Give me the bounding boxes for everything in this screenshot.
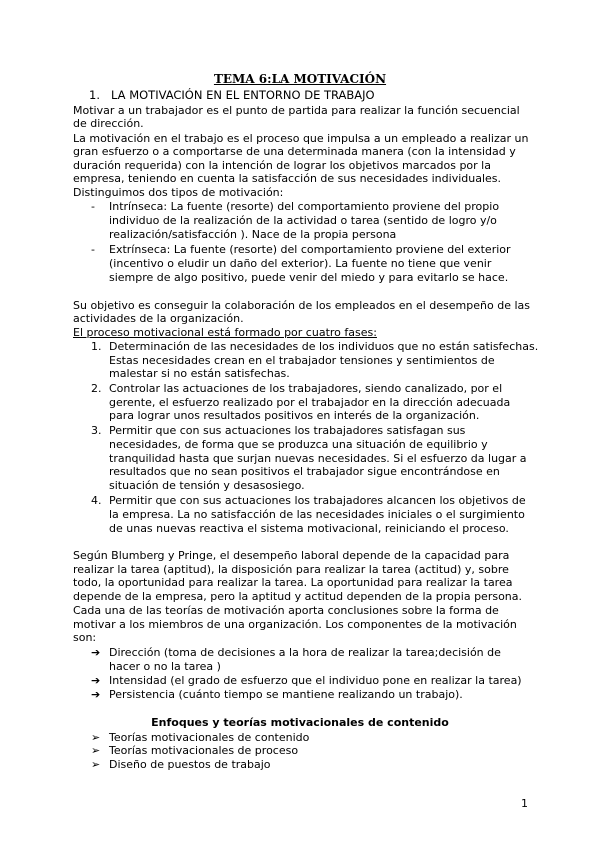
arrowhead-bullet-icon: ➢	[91, 731, 101, 744]
list-item-line: realización/satisfacción ). Nace de la propia persona	[109, 228, 397, 241]
list-item-line: Determinación de las necesidades de los individuos que no están satisfechas.	[109, 340, 539, 353]
list-item-line: Estas necesidades crean en el trabajador tensiones y sentimientos de	[109, 354, 495, 367]
subheading: Enfoques y teorías motivacionales de contenido	[151, 716, 449, 729]
arrow-bullet-icon: ➔	[91, 674, 101, 687]
list-item-line: situación de tensión y desasosiego.	[109, 479, 305, 492]
intro-line: Distinguimos dos tipos de motivación:	[73, 186, 284, 199]
paragraph-line: depende de la empresa, pero la aptitud y actitud dependen de la propia persona.	[73, 590, 523, 603]
list-bullet: -	[91, 243, 95, 256]
list-bullet: -	[91, 200, 95, 213]
intro-line: La motivación en el trabajo es el proceso que impulsa a un empleado a realizar un	[73, 132, 529, 145]
list-item-line: la empresa. La no satisfacción de las necesidades iniciales o el surgimiento	[109, 508, 525, 521]
list-item-label: Teorías motivacionales de proceso	[109, 744, 299, 757]
list-item-line: siempre de algo positivo, puede venir del miedo y para evitarlo se hace.	[109, 271, 509, 284]
list-item-label: Diseño de puestos de trabajo	[109, 758, 271, 771]
arrowhead-bullet-icon: ➢	[91, 744, 101, 757]
page-number: 1	[521, 797, 528, 810]
paragraph-line: son:	[73, 631, 97, 644]
list-item-line: Intensidad (el grado de esfuerzo que el individuo pone en realizar la tarea)	[109, 674, 522, 687]
page-title: TEMA 6:LA MOTIVACIÓN	[213, 72, 387, 86]
section-number: 1.	[89, 88, 100, 102]
list-item-line: Intrínseca: La fuente (resorte) del comportamiento proviene del propio	[109, 200, 500, 213]
list-item-line: necesidades, de forma que se produzca una situación de equilibrio y	[109, 438, 488, 451]
objective-line: actividades de la organización.	[73, 312, 244, 325]
list-item-line: Extrínseca: La fuente (resorte) del comportamiento proviene del exterior	[109, 243, 511, 256]
list-item-line: tranquilidad hasta que surjan nuevas necesidades. Si el esfuerzo da lugar a	[109, 452, 527, 465]
list-number: 2.	[91, 382, 102, 395]
list-number: 1.	[91, 340, 102, 353]
intro-line: gran esfuerzo o a comportarse de una determinada manera (con la intensidad y	[73, 145, 516, 158]
arrow-bullet-icon: ➔	[91, 646, 101, 659]
list-item-line: individuo de la realización de la actividad o tarea (sentido de logro y/o	[109, 214, 497, 227]
list-item-line: Dirección (toma de decisiones a la hora de realizar la tarea;decisión de	[109, 646, 501, 659]
list-item-line: Controlar las actuaciones de los trabajadores, siendo canalizado, por el	[109, 382, 503, 395]
paragraph-line: Cada una de las teorías de motivación aporta conclusiones sobre la forma de	[73, 604, 499, 617]
intro-line: empresa, teniendo en cuenta la satisfacción de sus necesidades individuales.	[73, 172, 502, 185]
arrowhead-bullet-icon: ➢	[91, 758, 101, 771]
paragraph-line: Según Blumberg y Pringe, el desempeño laboral depende de la capacidad para	[73, 549, 510, 562]
paragraph-line: motivar a los miembros de una organización. Los componentes de la motivación	[73, 618, 517, 631]
objective-line: Su objetivo es conseguir la colaboración de los empleados en el desempeño de las	[73, 299, 530, 312]
list-number: 3.	[91, 424, 102, 437]
list-item-line: para lograr unos resultados positivos en interés de la organización.	[109, 409, 480, 422]
list-item-line: Persistencia (cuánto tiempo se mantiene realizando un trabajo).	[109, 688, 463, 701]
list-item-line: Permitir que con sus actuaciones los trabajadores alcancen los objetivos de	[109, 494, 526, 507]
list-item-line: malestar si no están satisfechas.	[109, 367, 290, 380]
list-item-line: hacer o no la tarea )	[109, 660, 221, 673]
intro-line: duración requerida) con la intención de lograr los objetivos marcados por la	[73, 159, 491, 172]
list-item-line: Permitir que con sus actuaciones los trabajadores satisfagan sus	[109, 424, 466, 437]
intro-line: de dirección.	[73, 117, 144, 130]
arrow-bullet-icon: ➔	[91, 688, 101, 701]
list-item-line: resultados que no sean positivos el trabajador sigue encontrándose en	[109, 465, 500, 478]
list-item-label: Teorías motivacionales de contenido	[109, 731, 310, 744]
paragraph-line: realizar la tarea (aptitud), la disposición para realizar la tarea (actitud) y, sobre	[73, 563, 509, 576]
paragraph-line: todo, la oportunidad para realizar la tarea. La oportunidad para realizar la tarea	[73, 576, 513, 589]
section-heading-text: LA MOTIVACIÓN EN EL ENTORNO DE TRABAJO	[111, 88, 375, 102]
process-heading: El proceso motivacional está formado por cuatro fases:	[73, 326, 377, 339]
list-number: 4.	[91, 494, 102, 507]
intro-line: Motivar a un trabajador es el punto de partida para realizar la función secuencial	[73, 104, 520, 117]
list-item-line: (incentivo o eludir un daño del exterior). La fuente no tiene que venir	[109, 257, 492, 270]
list-item-line: gerente, el esfuerzo realizado por el trabajador en la dirección adecuada	[109, 396, 511, 409]
list-item-line: de unas nuevas reactiva el sistema motivacional, reiniciando el proceso.	[109, 522, 509, 535]
